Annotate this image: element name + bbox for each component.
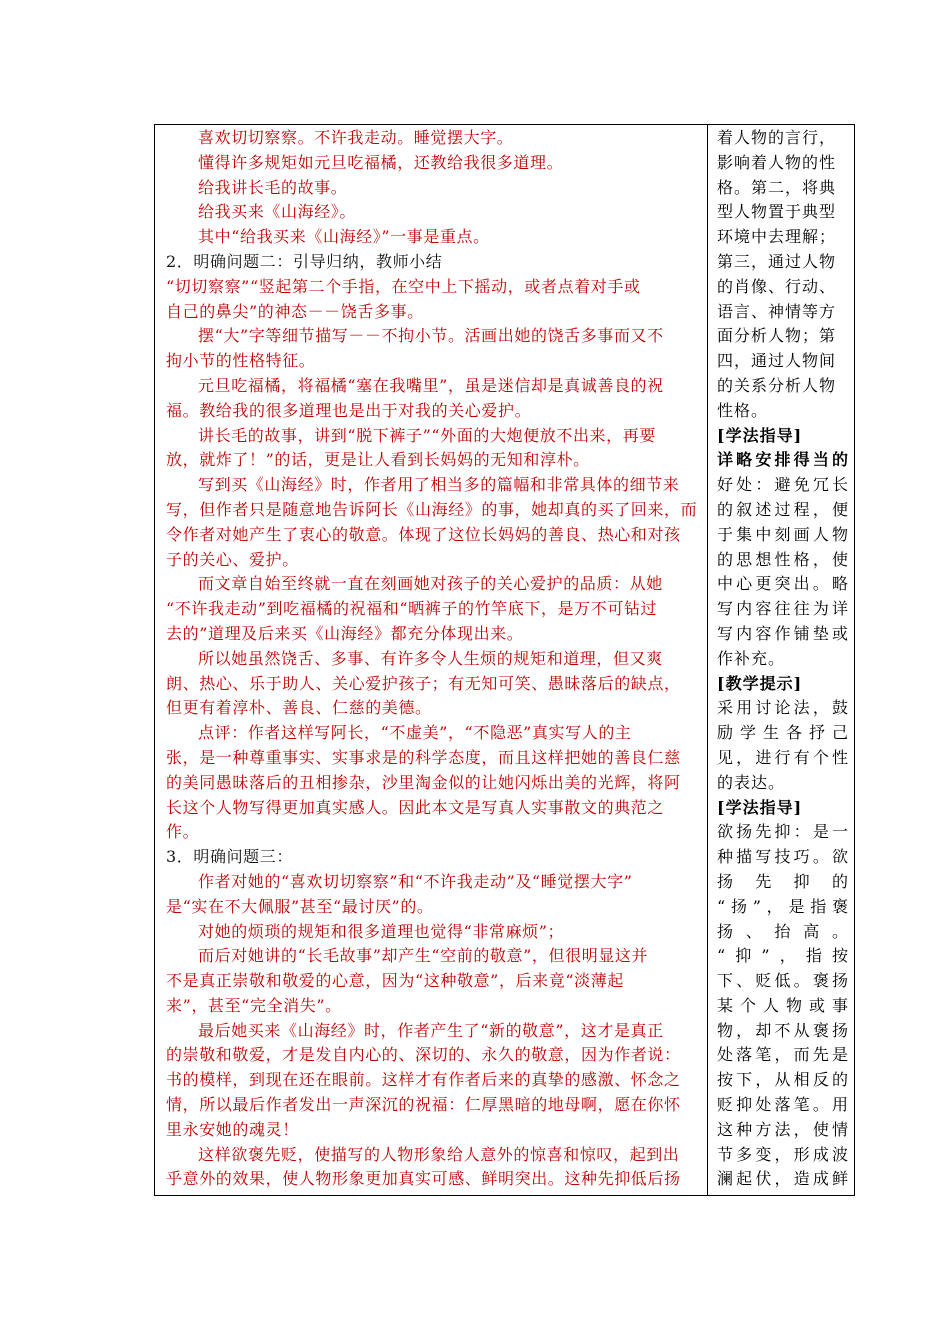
side-text-line: 的思想性格，使 — [717, 549, 849, 569]
side-text-line: 写内容作铺垫或 — [717, 623, 849, 643]
side-text-line: 物，却不从褒扬 — [717, 1020, 849, 1040]
main-text-line: 而文章自始至终就一直在刻画她对孩子的关心爱护的品质：从她 — [198, 574, 663, 594]
side-text-line: 的叙述过程，便 — [717, 499, 849, 519]
main-text-line: “不许我走动”到吃福橘的祝福和“晒裤子的竹竿底下，是万不可钻过 — [166, 599, 658, 619]
side-text-line: 面分析人物；第 — [717, 326, 837, 346]
side-text-line: 下、贬低。褒扬 — [717, 971, 849, 991]
main-text-line: 里永安她的魂灵！ — [166, 1119, 299, 1139]
side-text-line: 的肖像、行动、 — [717, 276, 837, 296]
side-text-line: 中心更突出。略 — [717, 574, 849, 594]
main-text-line: 其中“给我买来《山海经》”一事是重点。 — [198, 227, 490, 247]
side-text-line: 环境中去理解； — [717, 227, 837, 247]
side-text-line: 见，进行有个性 — [717, 747, 849, 767]
main-text-line: 对她的烦琐的规矩和很多道理也觉得“非常麻烦”； — [198, 921, 565, 941]
main-text-line: 2．明确问题二：引导归纳，教师小结 — [166, 251, 443, 271]
main-text-line: 自己的鼻尖”的神态－－饶舌多事。 — [166, 301, 424, 321]
column-divider — [707, 124, 708, 1196]
main-text-line: 给我买来《山海经》。 — [198, 202, 357, 222]
side-text-line: 于集中刻画人物 — [717, 524, 849, 544]
main-text-line: 元旦吃福橘，将福橘“塞在我嘴里”，虽是迷信却是真诚善良的祝 — [198, 375, 664, 395]
side-text-line: 励学生各抒己 — [717, 723, 849, 743]
main-text-line: 写到买《山海经》时，作者用了相当多的篇幅和非常具体的细节来 — [198, 475, 680, 495]
side-text-line: 格。第二，将典 — [717, 177, 837, 197]
side-text-line: 处落笔，而先是 — [717, 1045, 849, 1065]
side-text-line: 贬抑处落笔。用 — [717, 1095, 849, 1115]
main-text-line: 情，所以最后作者发出一声深沉的祝福：仁厚黑暗的地母啊，愿在你怀 — [166, 1095, 681, 1115]
main-text-line: 而后对她讲的“长毛故事”却产生“空前的敬意”，但很明显这并 — [198, 946, 649, 966]
side-section-heading: [学法指导] — [717, 797, 803, 817]
side-text-line: 某个人物或事 — [717, 995, 849, 1015]
main-text-line: 朗、热心、乐于助人、关心爱护孩子；有无知可笑、愚昧落后的缺点， — [166, 673, 681, 693]
side-text-line: 写内容往往为详 — [717, 599, 849, 619]
main-content-column — [156, 124, 704, 1192]
main-text-line: 这样欲褒先贬，使描写的人物形象给人意外的惊喜和惊叹，起到出 — [198, 1144, 680, 1164]
main-text-line: 长这个人物写得更加真实感人。因此本文是写真人实事散文的典范之 — [166, 797, 665, 817]
side-text-line: 性格。 — [717, 400, 769, 420]
side-text-line: 详略安排得当的 — [717, 450, 849, 470]
main-text-line: 的美同愚昧落后的丑相掺杂，沙里淘金似的让她闪烁出美的光辉，将阿 — [166, 772, 681, 792]
main-text-line: 张，是一种尊重事实、实事求是的科学态度，而且这样把她的善良仁慈 — [166, 747, 681, 767]
main-text-line: 懂得许多规矩如元旦吃福橘，还教给我很多道理。 — [198, 152, 564, 172]
side-text-line: 扬、抬高。 — [717, 921, 849, 941]
side-text-line: 好处：避免冗长 — [717, 475, 849, 495]
side-text-line: 扬先抑的 — [717, 871, 849, 891]
side-text-line: “抑”，指按 — [717, 946, 849, 966]
main-text-line: 放，就炸了！”的话，更是让人看到长妈妈的无知和淳朴。 — [166, 450, 590, 470]
side-text-line: 采用讨论法，鼓 — [717, 698, 849, 718]
main-text-line: 书的模样，到现在还在眼前。这样才有作者后来的真挚的感激、怀念之 — [166, 1070, 681, 1090]
side-text-line: “扬”，是指褒 — [717, 896, 849, 916]
side-text-line: 欲扬先抑：是一 — [717, 822, 849, 842]
side-text-line: 节多变，形成波 — [717, 1144, 849, 1164]
main-text-line: 3．明确问题三： — [166, 847, 293, 867]
main-text-line: 乎意外的效果，使人物形象更加真实可感、鲜明突出。这种先抑低后扬 — [166, 1169, 681, 1189]
main-text-line: 写，但作者只是随意地告诉阿长《山海经》的事，她却真的买了回来，而 — [166, 499, 698, 519]
main-text-line: 最后她买来《山海经》时，作者产生了“新的敬意”，这才是真正 — [198, 1020, 664, 1040]
side-text-line: 这种方法，使情 — [717, 1119, 849, 1139]
main-text-line: 去的”道理及后来买《山海经》都充分体现出来。 — [166, 623, 524, 643]
main-text-line: 所以她虽然饶舌、多事、有许多令人生烦的规矩和道理，但又爽 — [198, 648, 663, 668]
side-text-line: 语言、神情等方 — [717, 301, 837, 321]
side-text-line: 的表达。 — [717, 772, 786, 792]
side-section-heading: [学法指导] — [717, 425, 803, 445]
main-text-line: 福。教给我的很多道理也是出于对我的关心爱护。 — [166, 400, 532, 420]
main-text-line: 作。 — [166, 822, 200, 842]
main-text-line: 来”，甚至“完全消失”。 — [166, 995, 342, 1015]
main-text-line: 令作者对她产生了衷心的敬意。体现了这位长妈妈的善良、热心和对孩 — [166, 524, 681, 544]
main-text-line: 讲长毛的故事，讲到“脱下裤子”“外面的大炮便放不出来，再要 — [198, 425, 656, 445]
side-text-line: 按下，从相反的 — [717, 1070, 849, 1090]
side-notes-column — [709, 124, 853, 1192]
main-text-line: “切切察察”“竖起第二个手指，在空中上下摇动，或者点着对手或 — [166, 276, 641, 296]
side-text-line: 着人物的言行， — [717, 128, 837, 147]
side-text-line: 第三，通过人物 — [717, 251, 837, 271]
main-text-line: 拘小节的性格特征。 — [166, 351, 316, 371]
main-text-line: 作者对她的“喜欢切切察察”和“不许我走动”及“睡觉摆大字” — [198, 871, 633, 891]
side-text-line: 作补充。 — [717, 648, 786, 668]
side-text-line: 影响着人物的性 — [717, 152, 837, 172]
main-text-line: 是“实在不大佩服”甚至“最讨厌”的。 — [166, 896, 434, 916]
main-text-line: 不是真正崇敬和敬爱的心意，因为“这种敬意”，后来竟“淡薄起 — [166, 971, 624, 991]
side-text-line: 种描写技巧。欲 — [717, 847, 849, 867]
main-text-line: 给我讲长毛的故事。 — [198, 177, 348, 197]
side-text-line: 型人物置于典型 — [717, 202, 837, 222]
main-text-line: 但更有着淳朴、善良、仁慈的美德。 — [166, 698, 432, 718]
main-text-line: 点评：作者这样写阿长，“不虚美”，“不隐恶”真实写人的主 — [198, 723, 632, 743]
side-section-heading: [教学提示] — [717, 673, 803, 693]
side-text-line: 的关系分析人物 — [717, 375, 837, 395]
main-text-line: 喜欢切切察察。不许我走动。睡觉摆大字。 — [198, 128, 514, 147]
main-text-line: 摆“大”字等细节描写－－不拘小节。活画出她的饶舌多事而又不 — [198, 326, 664, 346]
side-text-line: 四，通过人物间 — [717, 351, 837, 371]
main-text-line: 子的关心、爱护。 — [166, 549, 299, 569]
side-text-line: 澜起伏，造成鲜 — [717, 1169, 849, 1189]
main-text-line: 的崇敬和敬爱，才是发自内心的、深切的、永久的敬意，因为作者说： — [166, 1045, 681, 1065]
